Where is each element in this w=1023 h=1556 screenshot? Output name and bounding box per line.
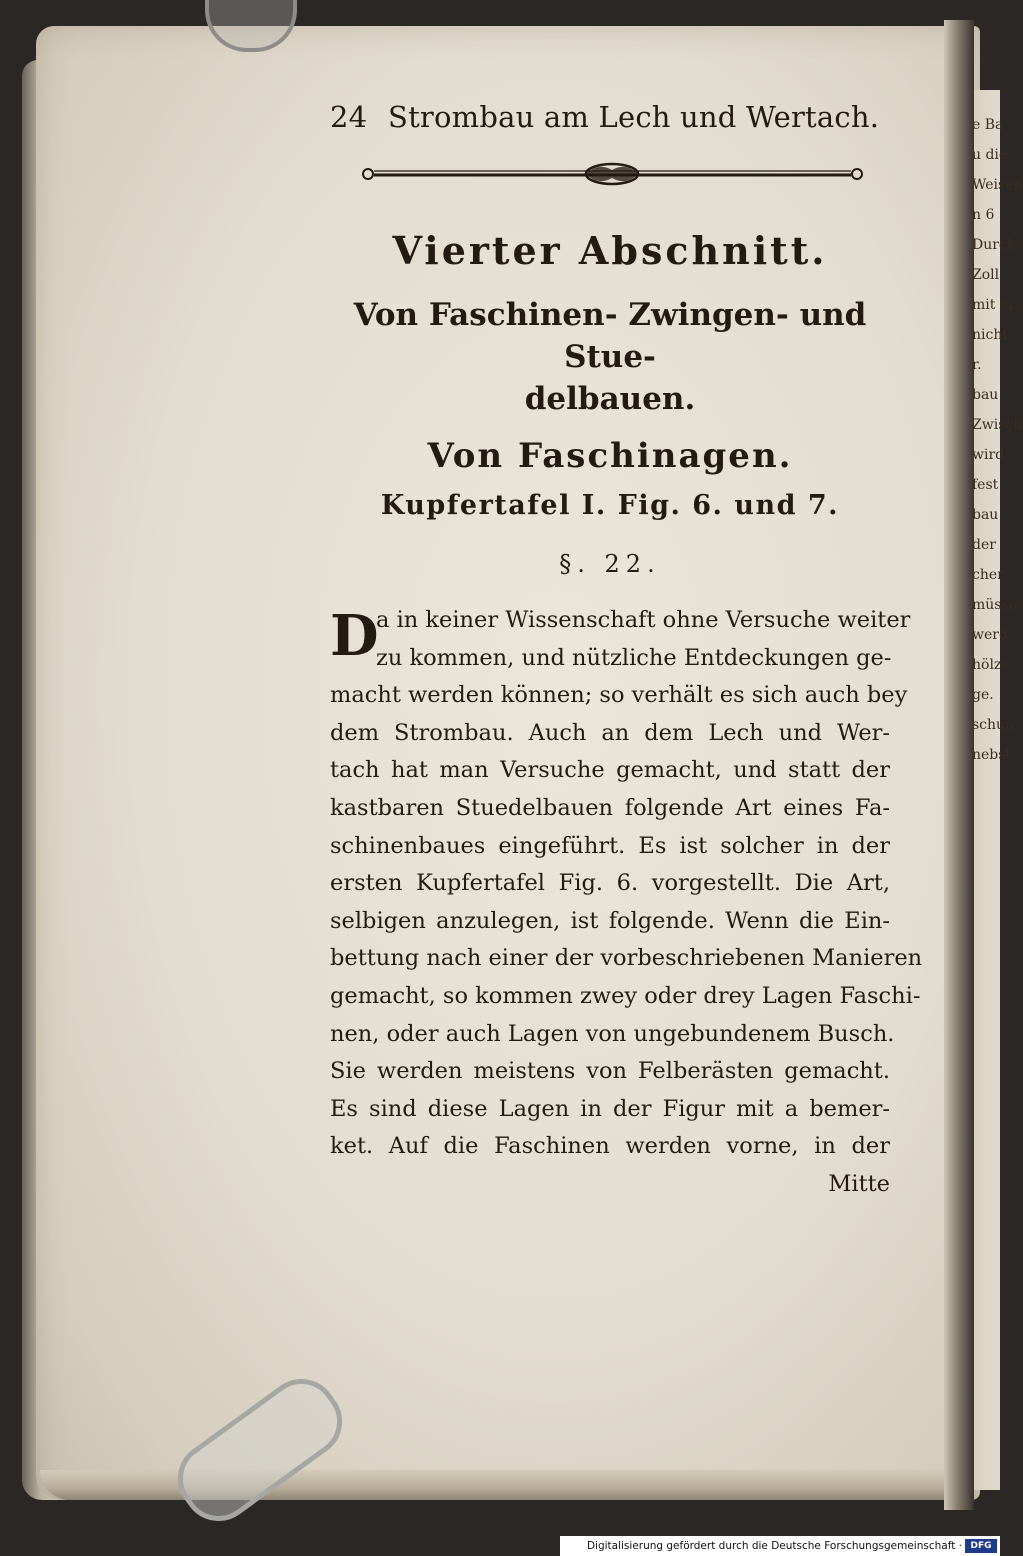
chapter-title: Vierter Abschnitt. bbox=[392, 228, 828, 273]
facing-page-fragment: müsse bbox=[972, 597, 1017, 613]
subtitle-line: Von Faschinen- Zwingen- und Stue- bbox=[353, 297, 867, 375]
facing-page-fragment: Durch bbox=[972, 237, 1016, 253]
facing-page-fragment: e Ba bbox=[972, 117, 1004, 133]
paragraph-mark: §. 22. bbox=[559, 550, 661, 578]
facing-page-fragment: bau bbox=[972, 507, 999, 523]
body-line: macht werden können; so verhält es sich auch bey bbox=[330, 682, 908, 709]
facing-page-fragment: hölze bbox=[972, 657, 1010, 673]
catchword: Mitte bbox=[828, 1170, 890, 1197]
footer-text: Digitalisierung gefördert durch die Deutsche Forschungsgemeinschaft · bbox=[586, 1540, 962, 1552]
body-line: a in keiner Wissenschaft ohne Versuche weiter bbox=[376, 607, 911, 633]
facing-page-fragment: Zwisch bbox=[972, 417, 1023, 433]
section-title: Von Faschinagen. bbox=[427, 436, 793, 476]
facing-page-fragment: n 6 bbox=[972, 207, 995, 223]
facing-page-fragment: cher bbox=[972, 567, 1004, 583]
facing-page-fragment: r. bbox=[972, 357, 982, 373]
body-text bbox=[330, 602, 923, 1166]
facing-page-fragment: ge. bbox=[972, 687, 994, 703]
body-line: zu kommen, und nützliche Entdeckungen ge- bbox=[376, 644, 892, 671]
plate-reference: Kupfertafel I. Fig. 6. und 7. bbox=[380, 490, 840, 521]
running-head bbox=[330, 100, 890, 144]
digitization-footer bbox=[560, 1536, 1000, 1556]
body-line: ket. Auf die Faschinen werden vorne, in der bbox=[330, 1133, 890, 1160]
subtitle-line: delbauen. bbox=[524, 381, 696, 417]
facing-page-fragment: Zoll bbox=[972, 267, 1000, 283]
facing-page-text bbox=[972, 110, 1023, 770]
dfg-logo: DFG bbox=[965, 1539, 997, 1553]
facing-page-fragment: nebst bbox=[972, 747, 1012, 763]
ornamental-rule-graphic bbox=[360, 162, 865, 188]
page-content bbox=[330, 100, 923, 1204]
facing-page-fragment: bau bbox=[972, 387, 999, 403]
facing-page-fragment: fest bbox=[972, 477, 999, 493]
body-line: selbigen anzulegen, ist folgende. Wenn die Ein- bbox=[330, 907, 890, 934]
body-line: schinenbaues eingeführt. Es ist solcher in der bbox=[330, 832, 890, 859]
book-gutter bbox=[944, 20, 974, 1510]
body-line: gemacht, so kommen zwey oder drey Lagen Faschi- bbox=[330, 982, 921, 1009]
facing-page-fragment: werd bbox=[972, 627, 1008, 643]
page-number: 24 bbox=[330, 100, 368, 134]
drop-cap: D bbox=[330, 603, 379, 669]
body-line: bettung nach einer der vorbeschriebenen Manieren bbox=[330, 945, 923, 972]
body-line: tach hat man Versuche gemacht, und statt der bbox=[330, 757, 890, 784]
body-line: nen, oder auch Lagen von ungebundenem Busch. bbox=[330, 1020, 895, 1047]
body-line: ersten Kupfertafel Fig. 6. vorgestellt. Die Art, bbox=[330, 870, 890, 897]
body-line: dem Strombau. Auch an dem Lech und Wer- bbox=[330, 719, 890, 746]
facing-page-fragment: u die bbox=[972, 147, 1008, 163]
facing-page-fragment: wird bbox=[972, 447, 1005, 463]
facing-page-fragment: nicht bbox=[972, 327, 1008, 343]
facing-page-fragment: der bbox=[972, 537, 996, 553]
facing-page-fragment: schun bbox=[972, 717, 1015, 733]
ornamental-rule bbox=[360, 162, 865, 188]
running-title: Strombau am Lech und Wertach. bbox=[388, 100, 880, 134]
body-line: Es sind diese Lagen in der Figur mit a bemer- bbox=[330, 1095, 890, 1122]
body-line: kastbaren Stuedelbauen folgende Art eines Fa- bbox=[330, 794, 890, 821]
body-line: Sie werden meistens von Felberästen gemacht. bbox=[330, 1058, 890, 1085]
facing-page-fragment: Weisen bbox=[972, 177, 1023, 193]
facing-page-fragment: mit ei bbox=[972, 297, 1013, 313]
chapter-subtitle bbox=[330, 294, 890, 420]
